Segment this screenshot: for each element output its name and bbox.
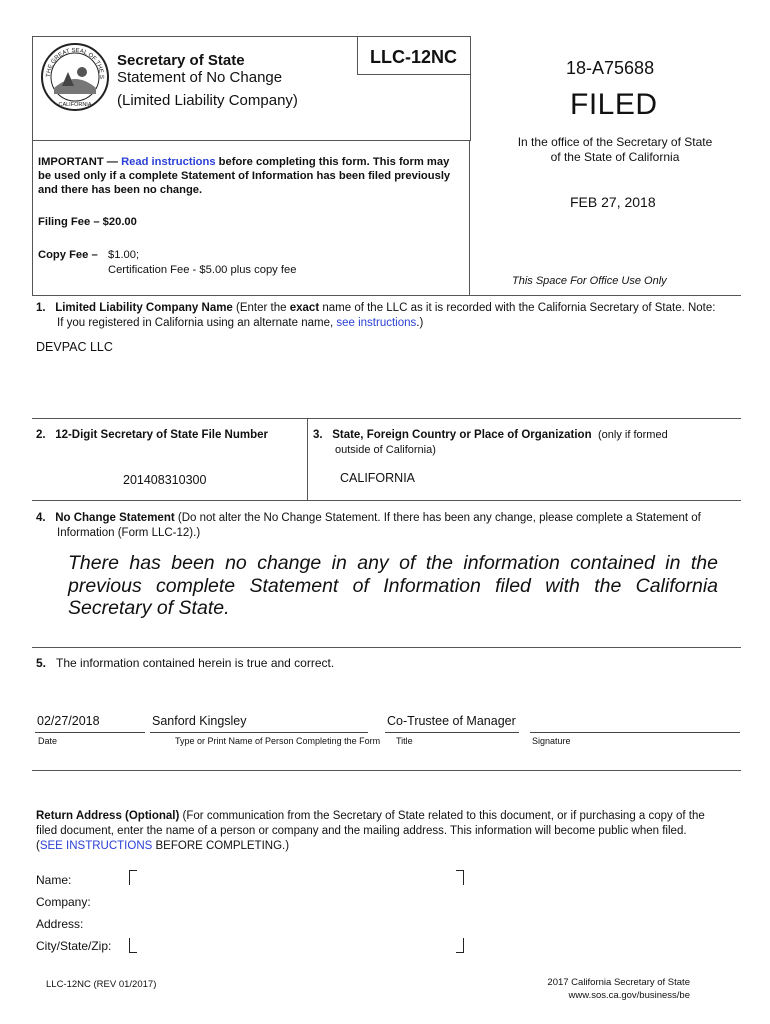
section3-heading: 3. State, Foreign Country or Place of Organization (only if formed outside of California) — [313, 429, 668, 456]
return-address-entry-area[interactable] — [128, 868, 466, 956]
name-field[interactable]: Sanford Kingsley — [152, 714, 247, 728]
agency-name: Secretary of State — [117, 52, 245, 69]
no-change-statement: There has been no change in any of the information contained in the previous complete Statement of Information filed with the California Secretary of State. — [68, 552, 718, 619]
return-address-top-rule — [32, 770, 741, 771]
office-line-2: of the State of California — [550, 150, 680, 164]
form-name: Statement of No Change — [117, 69, 283, 86]
filing-number: 18-A75688 — [566, 58, 655, 78]
seal-ring-text: THE GREAT SEAL OF THE S — [45, 47, 105, 79]
bracket-bottom-left — [129, 938, 137, 953]
form-code: LLC-12NC — [370, 47, 458, 67]
return-address-heading: Return Address (Optional) (For communication from the Secretary of State related to this document, or if purchasing a copy of the filed document, enter the name of a person or company and the mailing address. This information will become public when filed. (SEE INSTRUCTIONS BEFORE COMPLETING.) — [36, 810, 705, 852]
title-label: Title — [396, 736, 413, 746]
name-label: Type or Print Name of Person Completing the Form — [175, 736, 381, 746]
state-of-organization-value[interactable]: CALIFORNIA — [340, 471, 416, 485]
section2-top-rule — [32, 418, 741, 419]
copy-fee-value: $1.00; — [108, 249, 140, 261]
filed-stamp: FILED — [570, 88, 658, 121]
section4-heading: 4. No Change Statement (Do not alter the No Change Statement. If there has been any change, please complete a Statement of Information (Form LLC-12).) — [36, 512, 701, 539]
section2-heading: 2. 12-Digit Secretary of State File Number — [36, 429, 268, 441]
left-border — [32, 140, 33, 295]
file-number-value[interactable]: 201408310300 — [123, 473, 207, 487]
title-field[interactable]: Co-Trustee of Manager — [387, 714, 516, 728]
website-url: www.sos.ca.gov/business/be — [568, 990, 690, 1001]
office-use-caption: This Space For Office Use Only — [512, 275, 667, 287]
signature-line — [530, 732, 740, 733]
section1-heading: 1. Limited Liability Company Name (Enter the exact name of the LLC as it is recorded with the California Secretary of State. Note: If you registered in California using an alternate name, see instructions.) — [36, 302, 716, 329]
see-instructions-link[interactable]: see instructions — [336, 317, 417, 329]
form-revision: LLC-12NC (REV 01/2017) — [46, 979, 157, 990]
office-line-1: In the office of the Secretary of State — [517, 135, 713, 149]
section4-top-rule — [32, 500, 741, 501]
signature-label: Signature — [532, 736, 571, 746]
read-instructions-link[interactable]: Read instructions — [121, 156, 216, 168]
section5-heading: 5. The information contained herein is true and correct. — [36, 656, 335, 670]
return-city-label: City/State/Zip: — [36, 939, 112, 953]
copy-fee-label: Copy Fee – — [38, 249, 98, 261]
bracket-bottom-right — [456, 938, 464, 953]
return-company-label: Company: — [36, 895, 91, 909]
section2-3-divider — [307, 418, 308, 500]
filing-fee: Filing Fee – $20.00 — [38, 216, 137, 228]
seal-bottom-text: CALIFORNIA — [58, 102, 92, 108]
date-field[interactable]: 02/27/2018 — [37, 714, 100, 728]
copyright: 2017 California Secretary of State — [547, 977, 690, 988]
entity-type: (Limited Liability Company) — [117, 92, 298, 109]
svg-text:THE GREAT SEAL OF THE STATE OF — [40, 42, 104, 79]
bracket-top-right — [456, 870, 464, 885]
important-notice: IMPORTANT — Read instructions before completing this form. This form may be used only if a complete Statement of Information has been filed previously and there has been no change. — [38, 156, 451, 196]
see-instructions-link-2[interactable]: SEE INSTRUCTIONS — [39, 840, 153, 852]
title-line — [385, 732, 519, 733]
bracket-top-left — [129, 870, 137, 885]
filed-date: FEB 27, 2018 — [570, 194, 656, 210]
name-line — [150, 732, 368, 733]
header-divider — [32, 140, 470, 141]
date-line — [35, 732, 145, 733]
certification-fee: Certification Fee - $5.00 plus copy fee — [108, 264, 297, 276]
return-name-label: Name: — [36, 873, 72, 887]
section1-top-rule — [32, 295, 741, 296]
return-address-label: Address: — [36, 917, 84, 931]
date-label: Date — [38, 736, 58, 746]
section5-top-rule — [32, 647, 741, 648]
state-seal — [40, 42, 110, 112]
llc-name-value[interactable]: DEVPAC LLC — [36, 340, 113, 354]
